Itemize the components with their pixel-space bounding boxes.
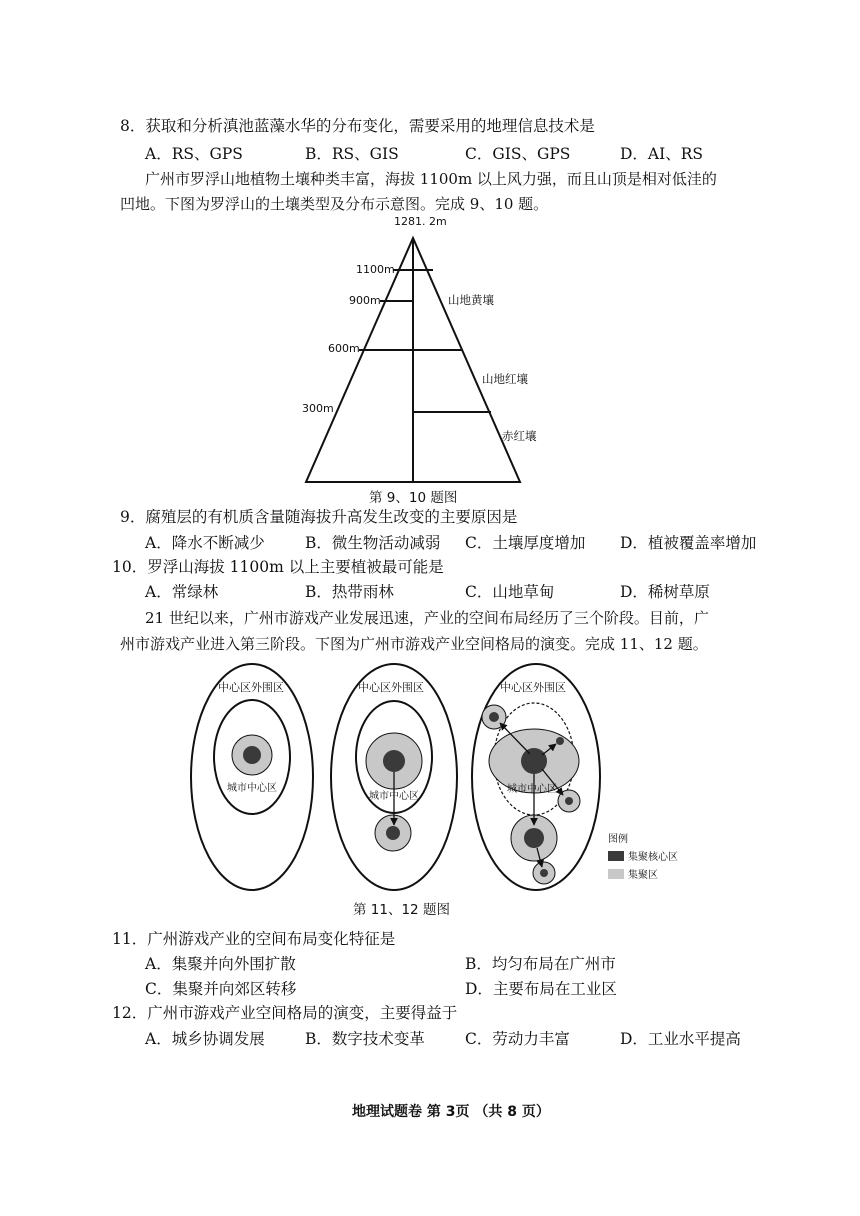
stage-1 <box>191 664 313 890</box>
q11-stem: 11．广州游戏产业的空间布局变化特征是 <box>112 930 396 948</box>
stage-1-outer-ellipse <box>191 664 313 890</box>
q10-option-b: B．热带雨林 <box>305 583 394 601</box>
q11-option-c: C．集聚并向郊区转移 <box>145 980 297 998</box>
q8-option-c: C．GIS、GPS <box>465 145 571 163</box>
q9-option-d: D．植被覆盖率增加 <box>620 534 757 552</box>
q10-option-a: A．常绿林 <box>145 583 219 601</box>
q12-option-c: C．劳动力丰富 <box>465 1030 570 1048</box>
q11-option-d: D．主要布局在工业区 <box>465 980 617 998</box>
q11-option-b: B．均匀布局在广州市 <box>465 955 616 973</box>
elevation-300-label: 300m <box>302 402 334 415</box>
q10-stem: 10．罗浮山海拔 1100m 以上主要植被最可能是 <box>112 558 444 576</box>
stage-3-cluster-core-nw <box>489 712 499 722</box>
stage-3-cluster-core-far-south <box>540 869 548 877</box>
elevation-1100-label: 1100m <box>356 263 395 276</box>
stage-1-cluster-core <box>243 746 261 764</box>
industry-stage-diagram <box>180 655 680 900</box>
q10-option-c: C．山地草甸 <box>465 583 555 601</box>
q9-option-a: A．降水不断减少 <box>145 534 265 552</box>
stage-3-cluster-core-ne <box>556 737 564 745</box>
stage-2-center-label: 城市中心区 <box>369 791 419 802</box>
q9-stem: 9．腐殖层的有机质含量随海拔升高发生改变的主要原因是 <box>120 508 518 526</box>
q8-option-d: D．AI、RS <box>620 145 704 163</box>
figure-caption-11-12: 第 11、12 题图 <box>353 902 450 918</box>
intro2-line1: 21 世纪以来，广州市游戏产业发展迅速，产业的空间布局经历了三个阶段。目前，广 <box>145 609 709 627</box>
q8-option-b: B．RS、GIS <box>305 145 399 163</box>
q8-stem: 8．获取和分析滇池蓝藻水华的分布变化，需要采用的地理信息技术是 <box>120 117 595 135</box>
legend-zone-label: 集聚区 <box>628 870 658 881</box>
stage-2 <box>331 664 457 890</box>
soil-label-lateritic-red: 赤红壤 <box>502 429 537 443</box>
q9-option-c: C．土壤厚度增加 <box>465 534 586 552</box>
legend-title: 图例 <box>608 834 628 845</box>
q11-option-a: A．集聚并向外围扩散 <box>145 955 296 973</box>
stage-3-center-label: 城市中心区 <box>507 784 557 795</box>
intro1-line1: 广州市罗浮山地植物土壤种类丰富，海拔 1100m 以上风力强，而且山顶是相对低洼的 <box>145 170 717 188</box>
stage-3-outer-label: 中心区外围区 <box>500 681 566 694</box>
stage-2-outer-label: 中心区外围区 <box>358 681 424 694</box>
stage-2-cluster-core-main <box>383 750 405 772</box>
q8-option-a: A．RS、GPS <box>145 145 243 163</box>
soil-label-red: 山地红壤 <box>482 372 528 386</box>
intro2-line2: 州市游戏产业进入第三阶段。下图为广州市游戏产业空间格局的演变。完成 11、12 题。 <box>120 635 708 653</box>
stage-1-center-label: 城市中心区 <box>227 783 277 794</box>
q12-option-b: B．数字技术变革 <box>305 1030 425 1048</box>
legend-core-swatch <box>608 851 624 861</box>
q9-option-b: B．微生物活动减弱 <box>305 534 441 552</box>
q12-stem: 12．广州市游戏产业空间格局的演变，主要得益于 <box>112 1004 458 1022</box>
stage-3-cluster-core-e <box>565 797 573 805</box>
intro1-line2: 凹地。下图为罗浮山的土壤类型及分布示意图。完成 9、10 题。 <box>120 195 549 213</box>
q12-option-a: A．城乡协调发展 <box>145 1030 265 1048</box>
legend-zone-swatch <box>608 869 624 879</box>
page-footer: 地理试题卷 第 3页 （共 8 页） <box>352 1104 550 1120</box>
legend-core-label: 集聚核心区 <box>628 852 678 863</box>
mountain-soil-diagram <box>290 212 540 502</box>
elevation-900-label: 900m <box>349 294 381 307</box>
q12-option-d: D．工业水平提高 <box>620 1030 741 1048</box>
legend <box>608 832 678 881</box>
stage-1-outer-label: 中心区外围区 <box>218 681 284 694</box>
figure-caption-9-10: 第 9、10 题图 <box>369 490 458 506</box>
q10-option-d: D．稀树草原 <box>620 583 710 601</box>
stage-3 <box>472 664 600 890</box>
stage-2-cluster-core-new <box>386 826 400 840</box>
elevation-600-label: 600m <box>328 342 360 355</box>
peak-elevation-label: 1281. 2m <box>394 215 447 228</box>
stage-3-cluster-core-south <box>524 828 544 848</box>
soil-label-yellow: 山地黄壤 <box>448 293 494 307</box>
